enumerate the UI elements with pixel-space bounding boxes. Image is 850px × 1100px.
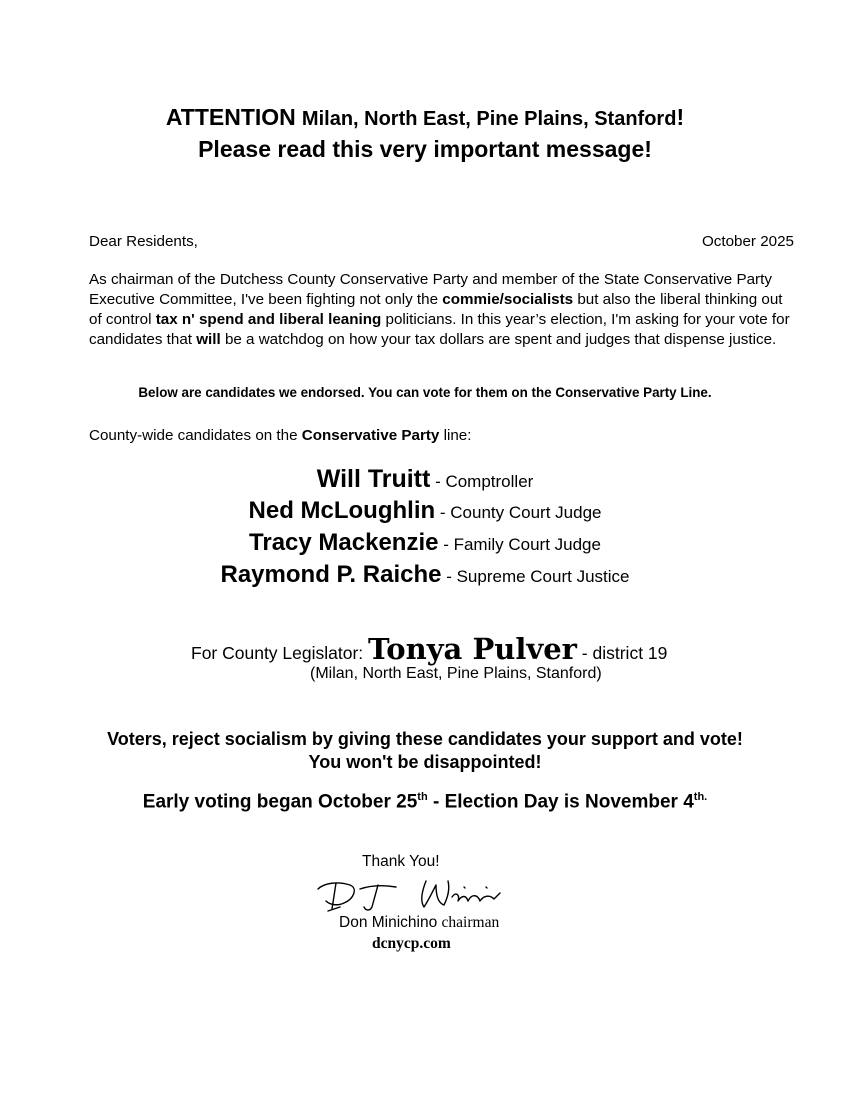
countywide-suffix: line:	[439, 427, 472, 444]
countywide-heading	[89, 426, 471, 446]
candidate-role: - County Court Judge	[435, 503, 602, 522]
candidate-role: - Family Court Judge	[438, 535, 601, 554]
candidate-row	[0, 529, 850, 557]
endorsement-note: Below are candidates we endorsed. You can vote for them on the Conservative Party Line.	[138, 385, 712, 400]
reject-socialism-line: Voters, reject socialism by giving these candidates your support and vote!	[107, 729, 743, 749]
candidate-name: Tracy Mackenzie	[249, 529, 439, 556]
party-name: Conservative Party	[301, 427, 440, 444]
legislator-district: - district 19	[576, 643, 668, 663]
legislator-line	[191, 632, 667, 666]
para-bold-3: will	[196, 331, 221, 348]
candidate-role: - Comptroller	[430, 472, 534, 491]
early-voting-text: Early voting began October 25	[142, 791, 418, 813]
legislator-towns: (Milan, North East, Pine Plains, Stanford)	[310, 665, 602, 682]
countywide-text: County-wide candidates on the	[89, 427, 302, 444]
candidate-row	[0, 465, 850, 494]
signer-line	[339, 914, 499, 932]
attention-word: ATTENTION	[165, 104, 296, 130]
header-exclaim: !	[676, 104, 685, 130]
candidate-row	[0, 497, 850, 525]
ordinal-suffix: th.	[693, 791, 708, 803]
voting-dates	[0, 791, 850, 813]
candidate-name: Ned McLoughlin	[248, 497, 436, 524]
election-day-text: - Election Day is November 4	[427, 791, 694, 813]
greeting: Dear Residents,	[89, 233, 198, 250]
body-paragraph	[89, 270, 799, 350]
para-bold-2: tax n' spend and liberal leaning	[155, 311, 382, 328]
legislator-label: For County Legislator:	[191, 643, 369, 663]
candidate-role: - Supreme Court Justice	[441, 567, 630, 586]
signer-title: chairman	[441, 914, 500, 931]
legislator-name: Tonya Pulver	[368, 632, 577, 666]
not-disappointed-line: You won't be disappointed!	[308, 752, 542, 772]
signer-name: Don Minichino	[339, 914, 442, 931]
para-text-3: politicians. In this year’s election, I'm asking for your vote for candidates that	[89, 311, 790, 348]
candidate-row	[0, 561, 850, 589]
header-attention	[0, 104, 850, 131]
candidate-name: Raymond P. Raiche	[220, 561, 442, 588]
header-towns: Milan, North East, Pine Plains, Stanford	[301, 108, 677, 130]
ordinal-suffix: th	[417, 791, 428, 803]
para-text-4: be a watchdog on how your tax dollars are spent and judges that dispense justice.	[220, 331, 777, 348]
website: dcnycp.com	[372, 935, 451, 952]
para-bold-1: commie/socialists	[442, 291, 574, 308]
thank-you: Thank You!	[362, 853, 440, 870]
candidate-name: Will Truitt	[316, 465, 431, 493]
para-text-1: As chairman of the Dutchess County Conservative Party and member of the State Conservative Party Executive Committee, I've been fighting not only the	[89, 271, 772, 308]
letter-date: October 2025	[701, 233, 794, 250]
header-message: Please read this very important message!	[198, 136, 652, 162]
signature-image	[314, 873, 506, 917]
para-text-2: but also the liberal thinking out of control	[89, 291, 783, 328]
